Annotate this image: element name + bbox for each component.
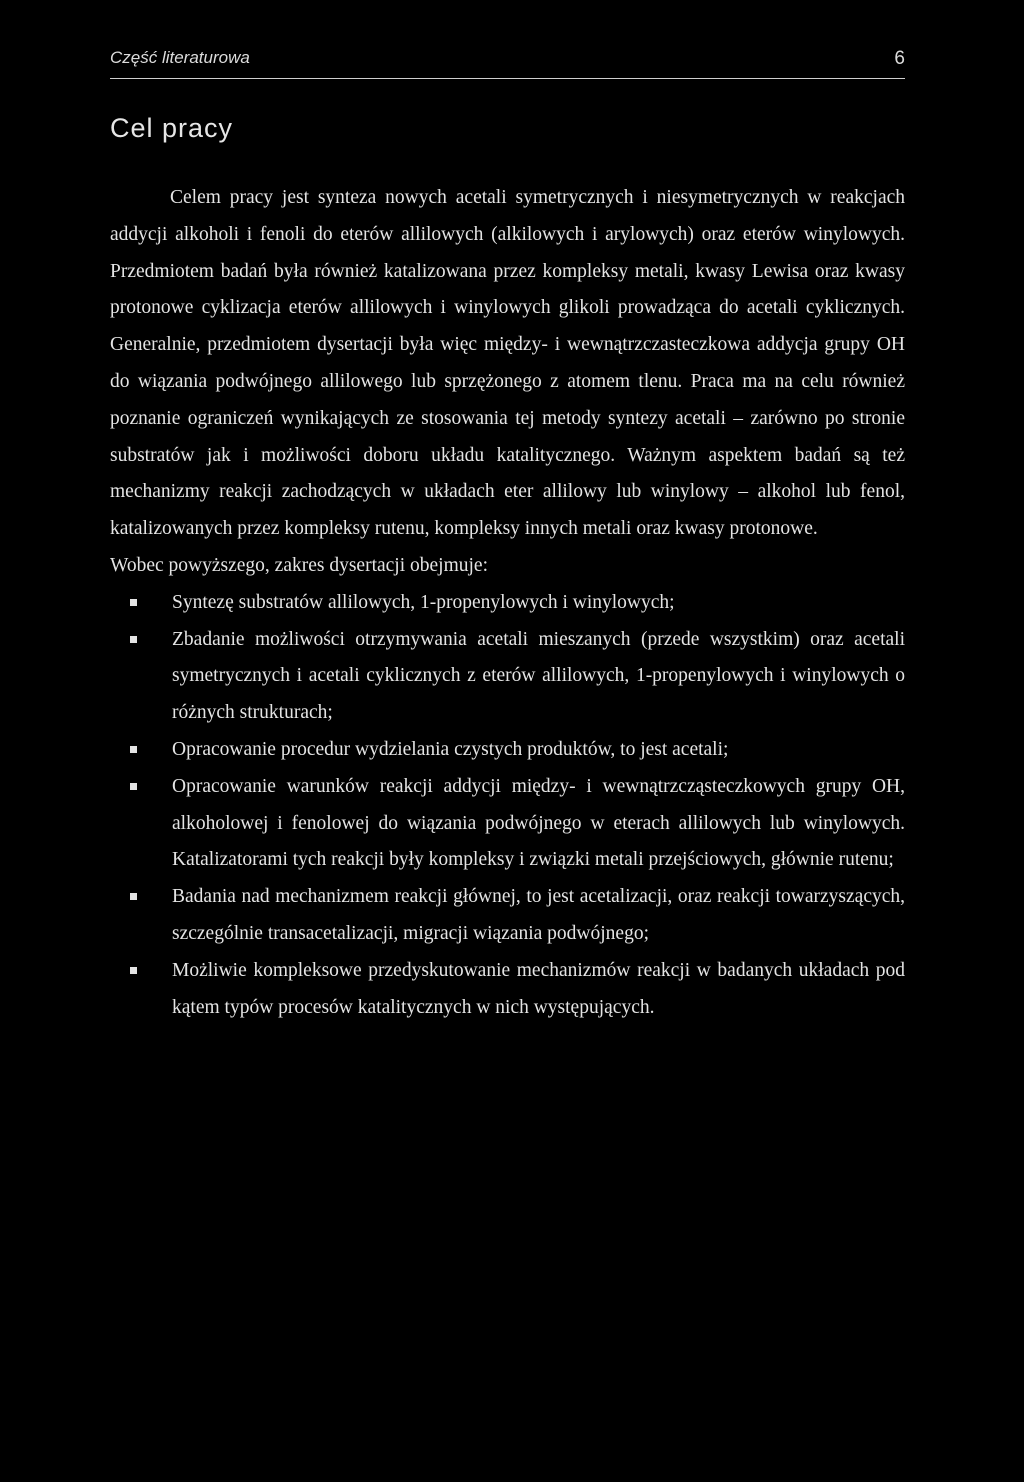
scope-list	[110, 585, 905, 1027]
list-item	[110, 622, 905, 732]
scope-intro: Wobec powyższego, zakres dysertacji obejmuje:	[110, 554, 488, 576]
list-item	[110, 732, 905, 769]
page-title: Cel pracy	[110, 113, 234, 143]
list-item	[110, 769, 905, 879]
list-item	[110, 879, 905, 953]
header-divider	[110, 78, 905, 79]
bullet-icon	[130, 783, 137, 790]
main-paragraph: Celem pracy jest synteza nowych acetali symetrycznych i niesymetrycznych w reakcjach addycji alkoholi i fenoli do eterów allilowych (alkilowych i arylowych) oraz eterów winylowych. Przedmiotem badań była również katalizowana przez kompleksy metali, kwasy Lewisa oraz kwasy protonowe cyklizacja eterów allilowych i winylowych glikoli prowadząca do acetali cyklicznych. Generalnie, przedmiotem dysertacji była więc między- i wewnątrzczasteczkowa addycja grupy OH do wiązania podwójnego allilowego lub sprzężonego z atomem tlenu. Praca ma na celu również poznanie ograniczeń wynikających ze stosowania tej metody syntezy acetali – zarówno po stronie substratów jak i możliwości doboru układu katalitycznego. Ważnym aspektem badań są też mechanizmy reakcji zachodzących w układach eter allilowy lub winylowy – alkohol lub fenol, katalizowanych przez kompleksy rutenu, kompleksy innych metali oraz kwasy protonowe.	[110, 187, 905, 540]
page-number: 6	[894, 48, 905, 69]
bullet-icon	[130, 893, 137, 900]
list-item-text: Zbadanie możliwości otrzymywania acetali mieszanych (przede wszystkim) oraz acetali symetrycznych i acetali cyklicznych z eterów allilowych, 1-propenylowych i winylowych o różnych strukturach;	[172, 628, 905, 724]
running-header-section: Część literaturowa	[110, 48, 250, 67]
bullet-icon	[130, 636, 137, 643]
document-body	[110, 180, 905, 1026]
list-item-text: Opracowanie warunków reakcji addycji między- i wewnątrzcząsteczkowych grupy OH, alkoholowej i fenolowej do wiązania podwójnego w eterach allilowych lub winylowych. Katalizatorami tych reakcji były kompleksy i związki metali przejściowych, głównie rutenu;	[172, 775, 905, 871]
bullet-icon	[130, 599, 137, 606]
bullet-icon	[130, 746, 137, 753]
list-item-text: Opracowanie procedur wydzielania czystych produktów, to jest acetali;	[172, 738, 729, 760]
list-item-text: Syntezę substratów allilowych, 1-propenylowych i winylowych;	[172, 591, 675, 613]
list-item-text: Badania nad mechanizmem reakcji głównej, to jest acetalizacji, oraz reakcji towarzyszących, szczególnie transacetalizacji, migracji wiązania podwójnego;	[172, 886, 905, 944]
list-item	[110, 585, 905, 622]
list-item	[110, 953, 905, 1027]
list-item-text: Możliwie kompleksowe przedyskutowanie mechanizmów reakcji w badanych układach pod kątem typów procesów katalitycznych w nich występujących.	[172, 959, 905, 1018]
page-header	[110, 48, 905, 78]
bullet-icon	[130, 967, 137, 974]
